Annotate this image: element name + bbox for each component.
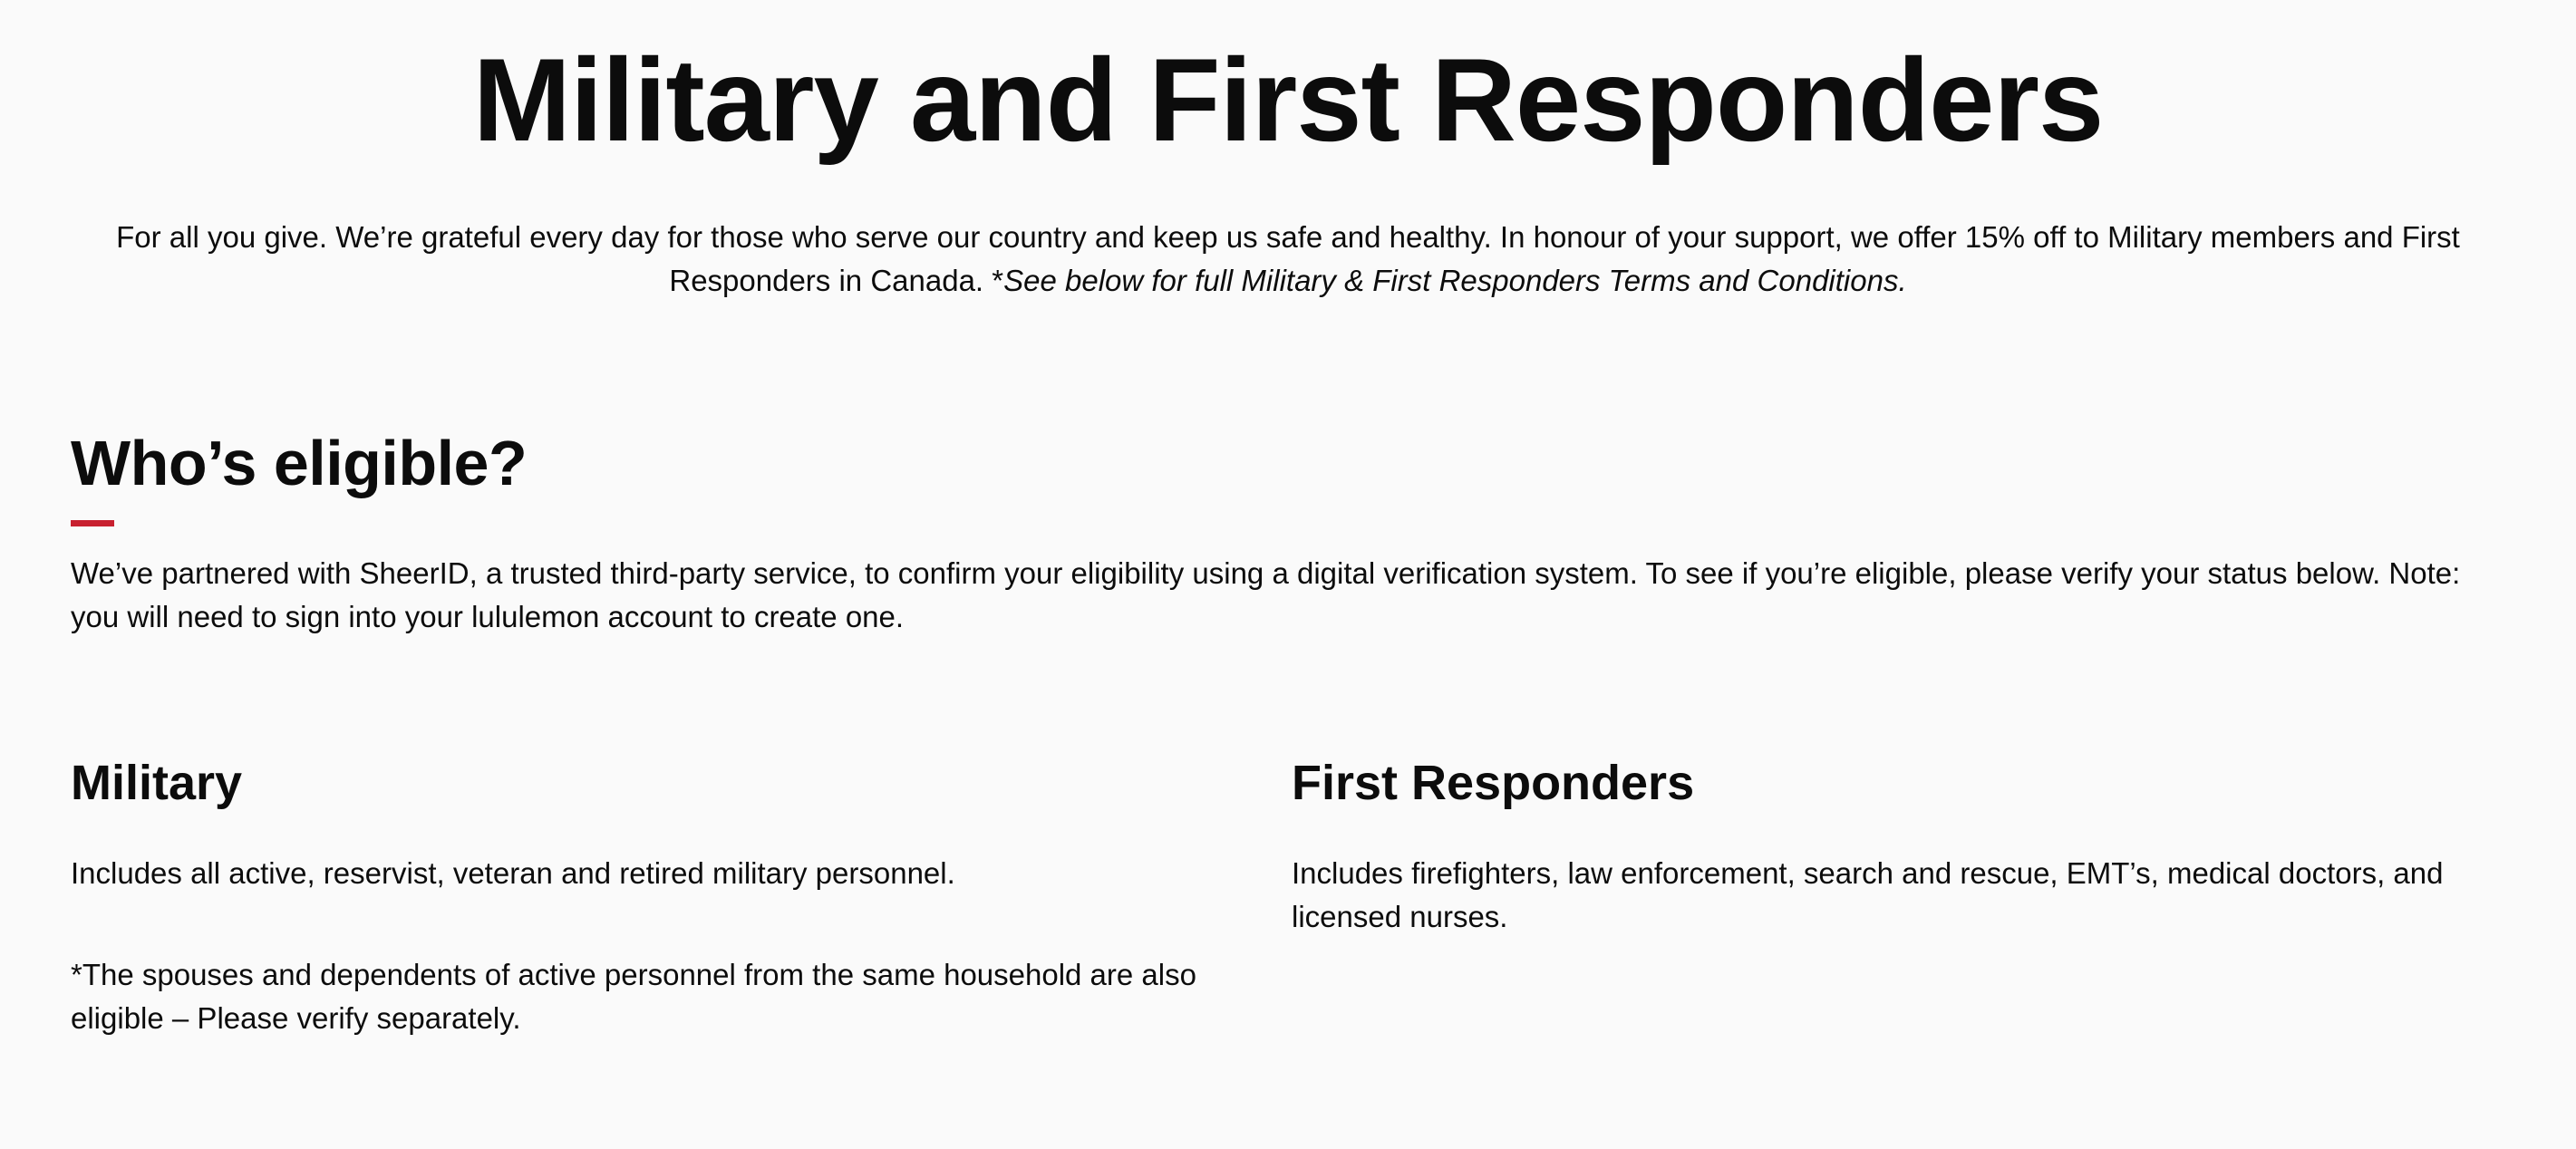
eligibility-section	[71, 422, 2509, 639]
page-title: Military and First Responders	[472, 34, 2104, 166]
intro-paragraph	[91, 216, 2485, 303]
first-responders-heading: First Responders	[1292, 756, 1695, 810]
intro-text: For all you give. We’re grateful every day for those who serve our country and keep us safe and healthy. In honour of your support, we offer 15% off to Military members and First Responders in Canada. *	[116, 220, 2460, 297]
first-responders-description: Includes firefighters, law enforcement, search and rescue, EMT’s, medical doctors, and licensed nurses.	[1292, 856, 2444, 933]
eligibility-heading: Who’s eligible?	[71, 428, 528, 498]
military-description: Includes all active, reservist, veteran and retired military personnel.	[71, 856, 955, 890]
military-dependents-note: *The spouses and dependents of active personnel from the same household are also eligible – Please verify separately.	[71, 958, 1196, 1035]
military-heading: Military	[71, 756, 243, 810]
first-responders-section	[1292, 748, 2452, 939]
heading-accent-bar	[71, 520, 114, 526]
hero-section	[0, 33, 2576, 167]
eligibility-description: We’ve partnered with SheerID, a trusted third-party service, to confirm your eligibility using a digital verification system. To see if you’re eligible, please verify your status below. Note: you will need to sign into your lululemon account to create one.	[71, 556, 2461, 633]
intro-terms-note: See below for full Military & First Responders Terms and Conditions.	[1003, 264, 1907, 297]
military-section	[71, 748, 1231, 1040]
